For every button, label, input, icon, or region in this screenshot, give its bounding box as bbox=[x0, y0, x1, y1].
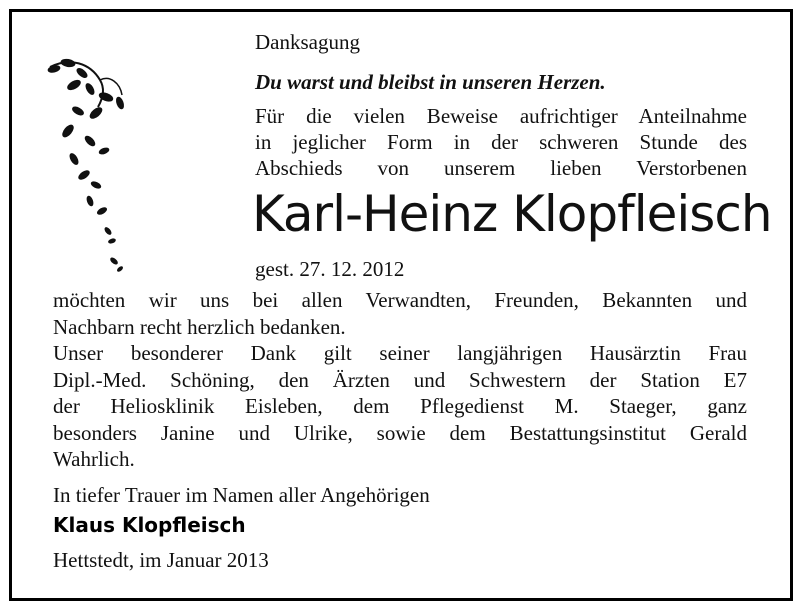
signer-name: Klaus Klopfleisch bbox=[53, 513, 246, 537]
intro-line: Für die vielen Beweise aufrichtiger Anteilnahme bbox=[255, 104, 747, 128]
deceased-name: Karl-Heinz Klopfleisch bbox=[252, 185, 772, 243]
intro-paragraph bbox=[255, 103, 747, 181]
falling-leaves-branch-icon bbox=[40, 55, 150, 285]
date-of-death: gest. 27. 12. 2012 bbox=[255, 257, 405, 281]
body-line: Dipl.-Med. Schöning, den Ärzten und Schwestern der Station E7 bbox=[53, 367, 747, 392]
body-line: Wahrlich. bbox=[53, 447, 135, 471]
thanks-paragraph bbox=[53, 287, 747, 473]
closing-line: In tiefer Trauer im Namen aller Angehörigen bbox=[53, 483, 430, 507]
body-line: besonders Janine und Ulrike, sowie dem Bestattungsinstitut Gerald bbox=[53, 420, 747, 445]
motto: Du warst und bleibst in unseren Herzen. bbox=[255, 70, 606, 94]
body-line: Unser besonderer Dank gilt seiner langjährigen Hausärztin Frau bbox=[53, 341, 747, 365]
heading: Danksagung bbox=[255, 30, 360, 54]
intro-line: Abschieds von unserem lieben Verstorbenen bbox=[255, 156, 747, 180]
body-line: der Heliosklinik Eisleben, dem Pflegedienst M. Staeger, ganz bbox=[53, 394, 747, 418]
body-line: Nachbarn recht herzlich bedanken. bbox=[53, 314, 346, 339]
body-line: möchten wir uns bei allen Verwandten, Freunden, Bekannten und bbox=[53, 288, 747, 312]
place-date: Hettstedt, im Januar 2013 bbox=[53, 548, 269, 572]
intro-line: in jeglicher Form in der schweren Stunde des bbox=[255, 130, 747, 154]
